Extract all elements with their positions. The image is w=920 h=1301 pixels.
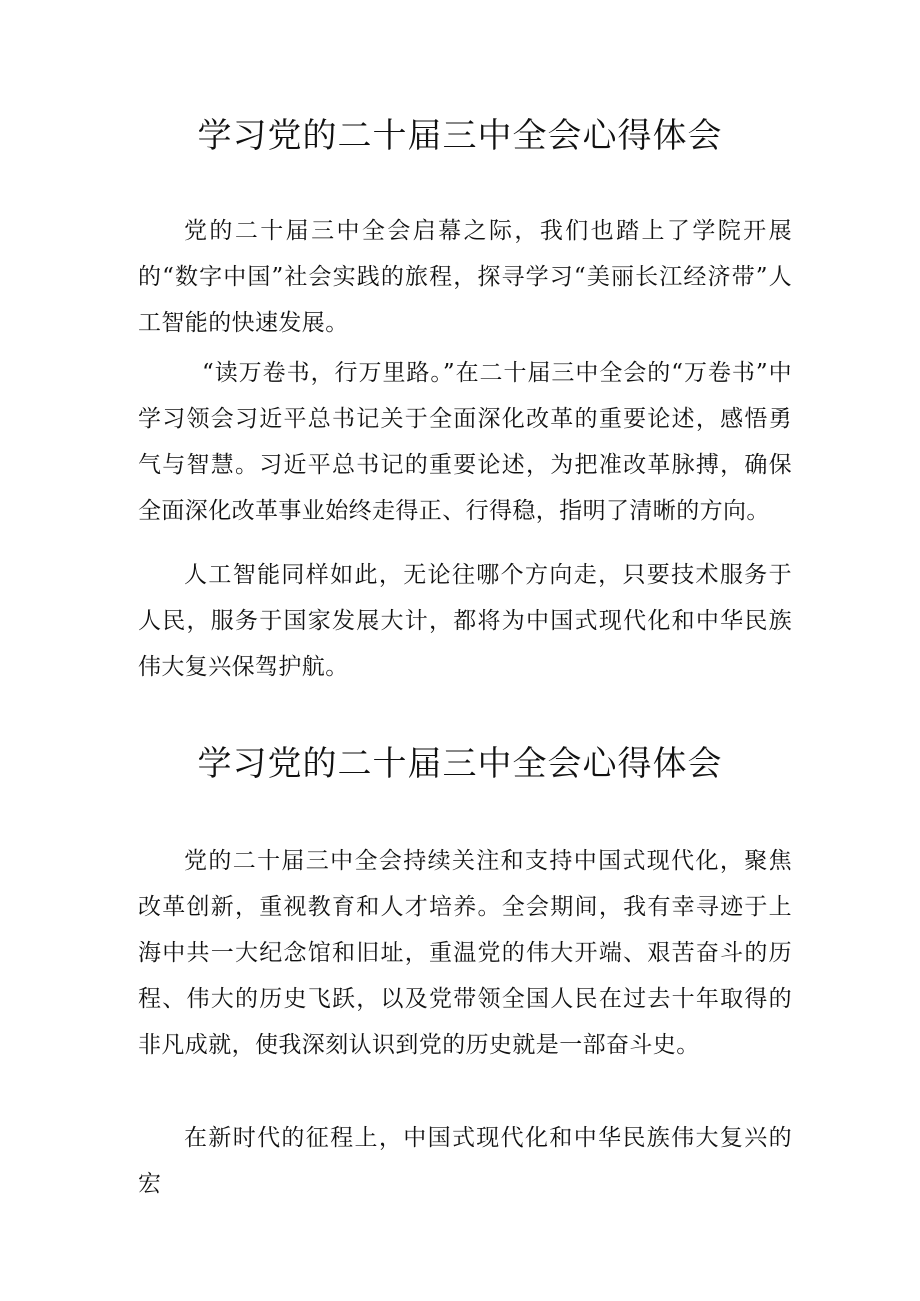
section-1-title: 学习党的二十届三中全会心得体会	[197, 116, 723, 156]
section-1-paragraph-1: 党的二十届三中全会启幕之际，我们也踏上了学院开展的“数字中国”社会实践的旅程，探寻学习“美丽长江经济带”人工智能的快速发展。	[138, 218, 792, 336]
section-1-paragraph-2: “读万卷书，行万里路。”在二十届三中全会的“万卷书”中学习领会习近平总书记关于全面深化改革的重要论述，感悟勇气与智慧。习近平总书记的重要论述，为把准改革脉搏，确保全面深化改革事业始终走得正、行得稳，指明了清晰的方向。	[138, 360, 792, 524]
section-1-paragraph-3: 人工智能同样如此，无论往哪个方向走，只要技术服务于人民，服务于国家发展大计，都将为中国式现代化和中华民族伟大复兴保驾护航。	[138, 562, 792, 680]
section-2-title: 学习党的二十届三中全会心得体会	[197, 744, 723, 784]
section-2-paragraph-1: 党的二十届三中全会持续关注和支持中国式现代化，聚焦改革创新，重视教育和人才培养。全会期间，我有幸寻迹于上海中共一大纪念馆和旧址，重温党的伟大开端、艰苦奋斗的历程、伟大的历史飞跃，以及党带领全国人民在过去十年取得的非凡成就，使我深刻认识到党的历史就是一部奋斗史。	[138, 848, 792, 1058]
section-2-paragraph-2: 在新时代的征程上，中国式现代化和中华民族伟大复兴的宏	[138, 1125, 792, 1197]
